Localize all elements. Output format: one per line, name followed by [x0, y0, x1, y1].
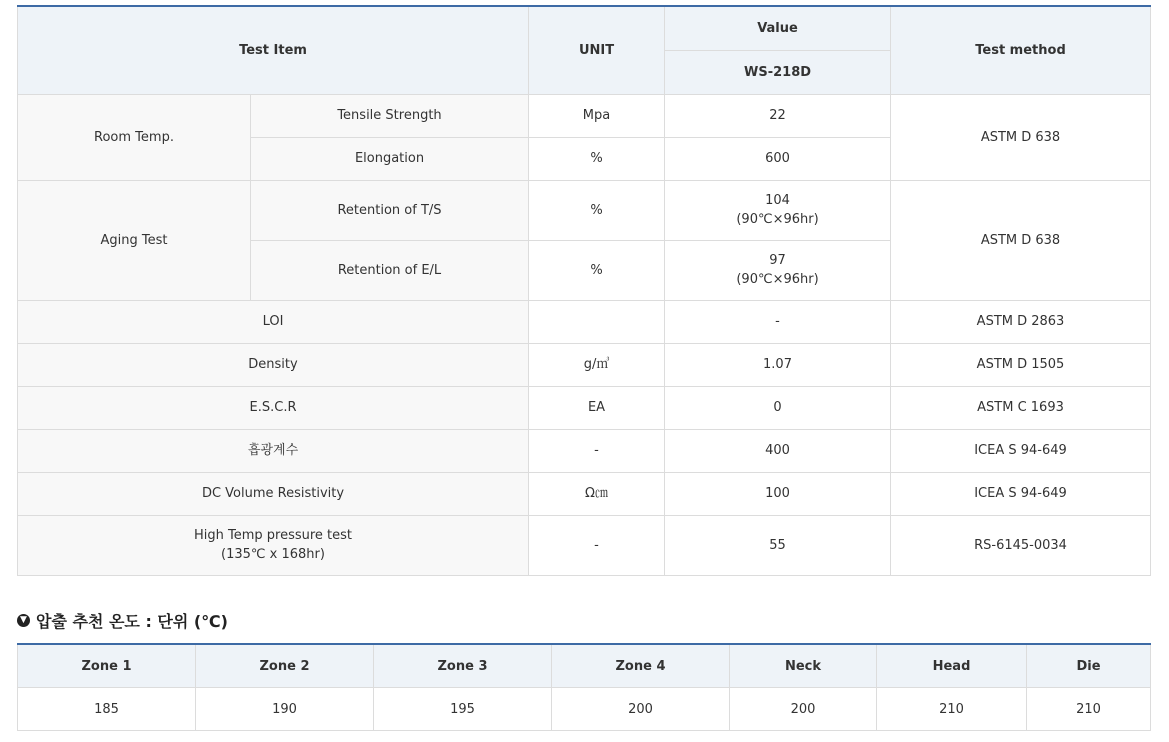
- value-cell: 0: [665, 386, 891, 429]
- group-label-room-temp: Room Temp.: [18, 94, 251, 180]
- temperature-table: [17, 643, 1151, 731]
- item-name: DC Volume Resistivity: [18, 472, 529, 515]
- method-cell: ASTM D 1505: [891, 343, 1151, 386]
- temp-value: 210: [877, 688, 1027, 731]
- value-condition: (90℃×96hr): [736, 212, 819, 227]
- unit-cell: -: [529, 429, 665, 472]
- header-neck: Neck: [730, 644, 877, 688]
- item-name: Density: [18, 343, 529, 386]
- item-retention-ts: Retention of T/S: [251, 180, 529, 240]
- header-zone-3: Zone 3: [374, 644, 552, 688]
- unit-cell: %: [529, 240, 665, 300]
- header-zone-4: Zone 4: [552, 644, 730, 688]
- method-cell: ASTM D 2863: [891, 300, 1151, 343]
- value-cell: [665, 240, 891, 300]
- value-cell: 100: [665, 472, 891, 515]
- value-condition: (90℃×96hr): [736, 272, 819, 287]
- header-test-item: Test Item: [18, 6, 529, 94]
- table-row: [18, 343, 1151, 386]
- item-name: LOI: [18, 300, 529, 343]
- item-name: 흡광계수: [18, 429, 529, 472]
- table-row: [18, 688, 1151, 731]
- value-cell: -: [665, 300, 891, 343]
- header-zone-2: Zone 2: [196, 644, 374, 688]
- unit-cell: g/㎥: [529, 343, 665, 386]
- unit-cell: %: [529, 180, 665, 240]
- table-row: [18, 300, 1151, 343]
- item-tensile-strength: Tensile Strength: [251, 94, 529, 137]
- header-unit: UNIT: [529, 6, 665, 94]
- item-name: [18, 515, 529, 575]
- table-row: [18, 94, 1151, 137]
- unit-cell: %: [529, 137, 665, 180]
- method-cell: RS-6145-0034: [891, 515, 1151, 575]
- group-label-aging-test: Aging Test: [18, 180, 251, 300]
- header-zone-1: Zone 1: [18, 644, 196, 688]
- unit-cell: [529, 300, 665, 343]
- table-row: [18, 180, 1151, 240]
- header-die: Die: [1027, 644, 1151, 688]
- unit-cell: -: [529, 515, 665, 575]
- method-cell: ICEA S 94-649: [891, 472, 1151, 515]
- table-row: [18, 515, 1151, 575]
- table-row: [18, 386, 1151, 429]
- method-cell: ASTM C 1693: [891, 386, 1151, 429]
- value-text: 104: [765, 193, 790, 208]
- section-title: 압출 추천 온도 : 단위 (℃): [36, 612, 228, 631]
- temp-value: 200: [730, 688, 877, 731]
- value-cell: [665, 180, 891, 240]
- value-cell: 600: [665, 137, 891, 180]
- value-cell: 55: [665, 515, 891, 575]
- temp-value: 190: [196, 688, 374, 731]
- temp-value: 210: [1027, 688, 1151, 731]
- item-retention-el: Retention of E/L: [251, 240, 529, 300]
- value-cell: 1.07: [665, 343, 891, 386]
- item-name-line2: (135℃ x 168hr): [221, 547, 325, 562]
- header-model: WS-218D: [665, 50, 891, 94]
- table-row: [18, 429, 1151, 472]
- table-row: [18, 472, 1151, 515]
- method-cell: ICEA S 94-649: [891, 429, 1151, 472]
- item-elongation: Elongation: [251, 137, 529, 180]
- item-name: E.S.C.R: [18, 386, 529, 429]
- value-text: 97: [769, 253, 786, 268]
- spec-table: [17, 5, 1151, 576]
- method-cell: ASTM D 638: [891, 180, 1151, 300]
- header-head: Head: [877, 644, 1027, 688]
- value-cell: 400: [665, 429, 891, 472]
- unit-cell: EA: [529, 386, 665, 429]
- item-name-line1: High Temp pressure test: [193, 528, 353, 543]
- header-test-method: Test method: [891, 6, 1151, 94]
- temp-value: 200: [552, 688, 730, 731]
- unit-cell: Ω㎝: [529, 472, 665, 515]
- header-value: Value: [665, 6, 891, 50]
- value-cell: 22: [665, 94, 891, 137]
- unit-cell: Mpa: [529, 94, 665, 137]
- arrow-down-circle-icon: ▼: [17, 614, 30, 627]
- temp-value: 185: [18, 688, 196, 731]
- temp-value: 195: [374, 688, 552, 731]
- method-cell: ASTM D 638: [891, 94, 1151, 180]
- table-header-row: [18, 644, 1151, 688]
- section-heading: [17, 609, 228, 632]
